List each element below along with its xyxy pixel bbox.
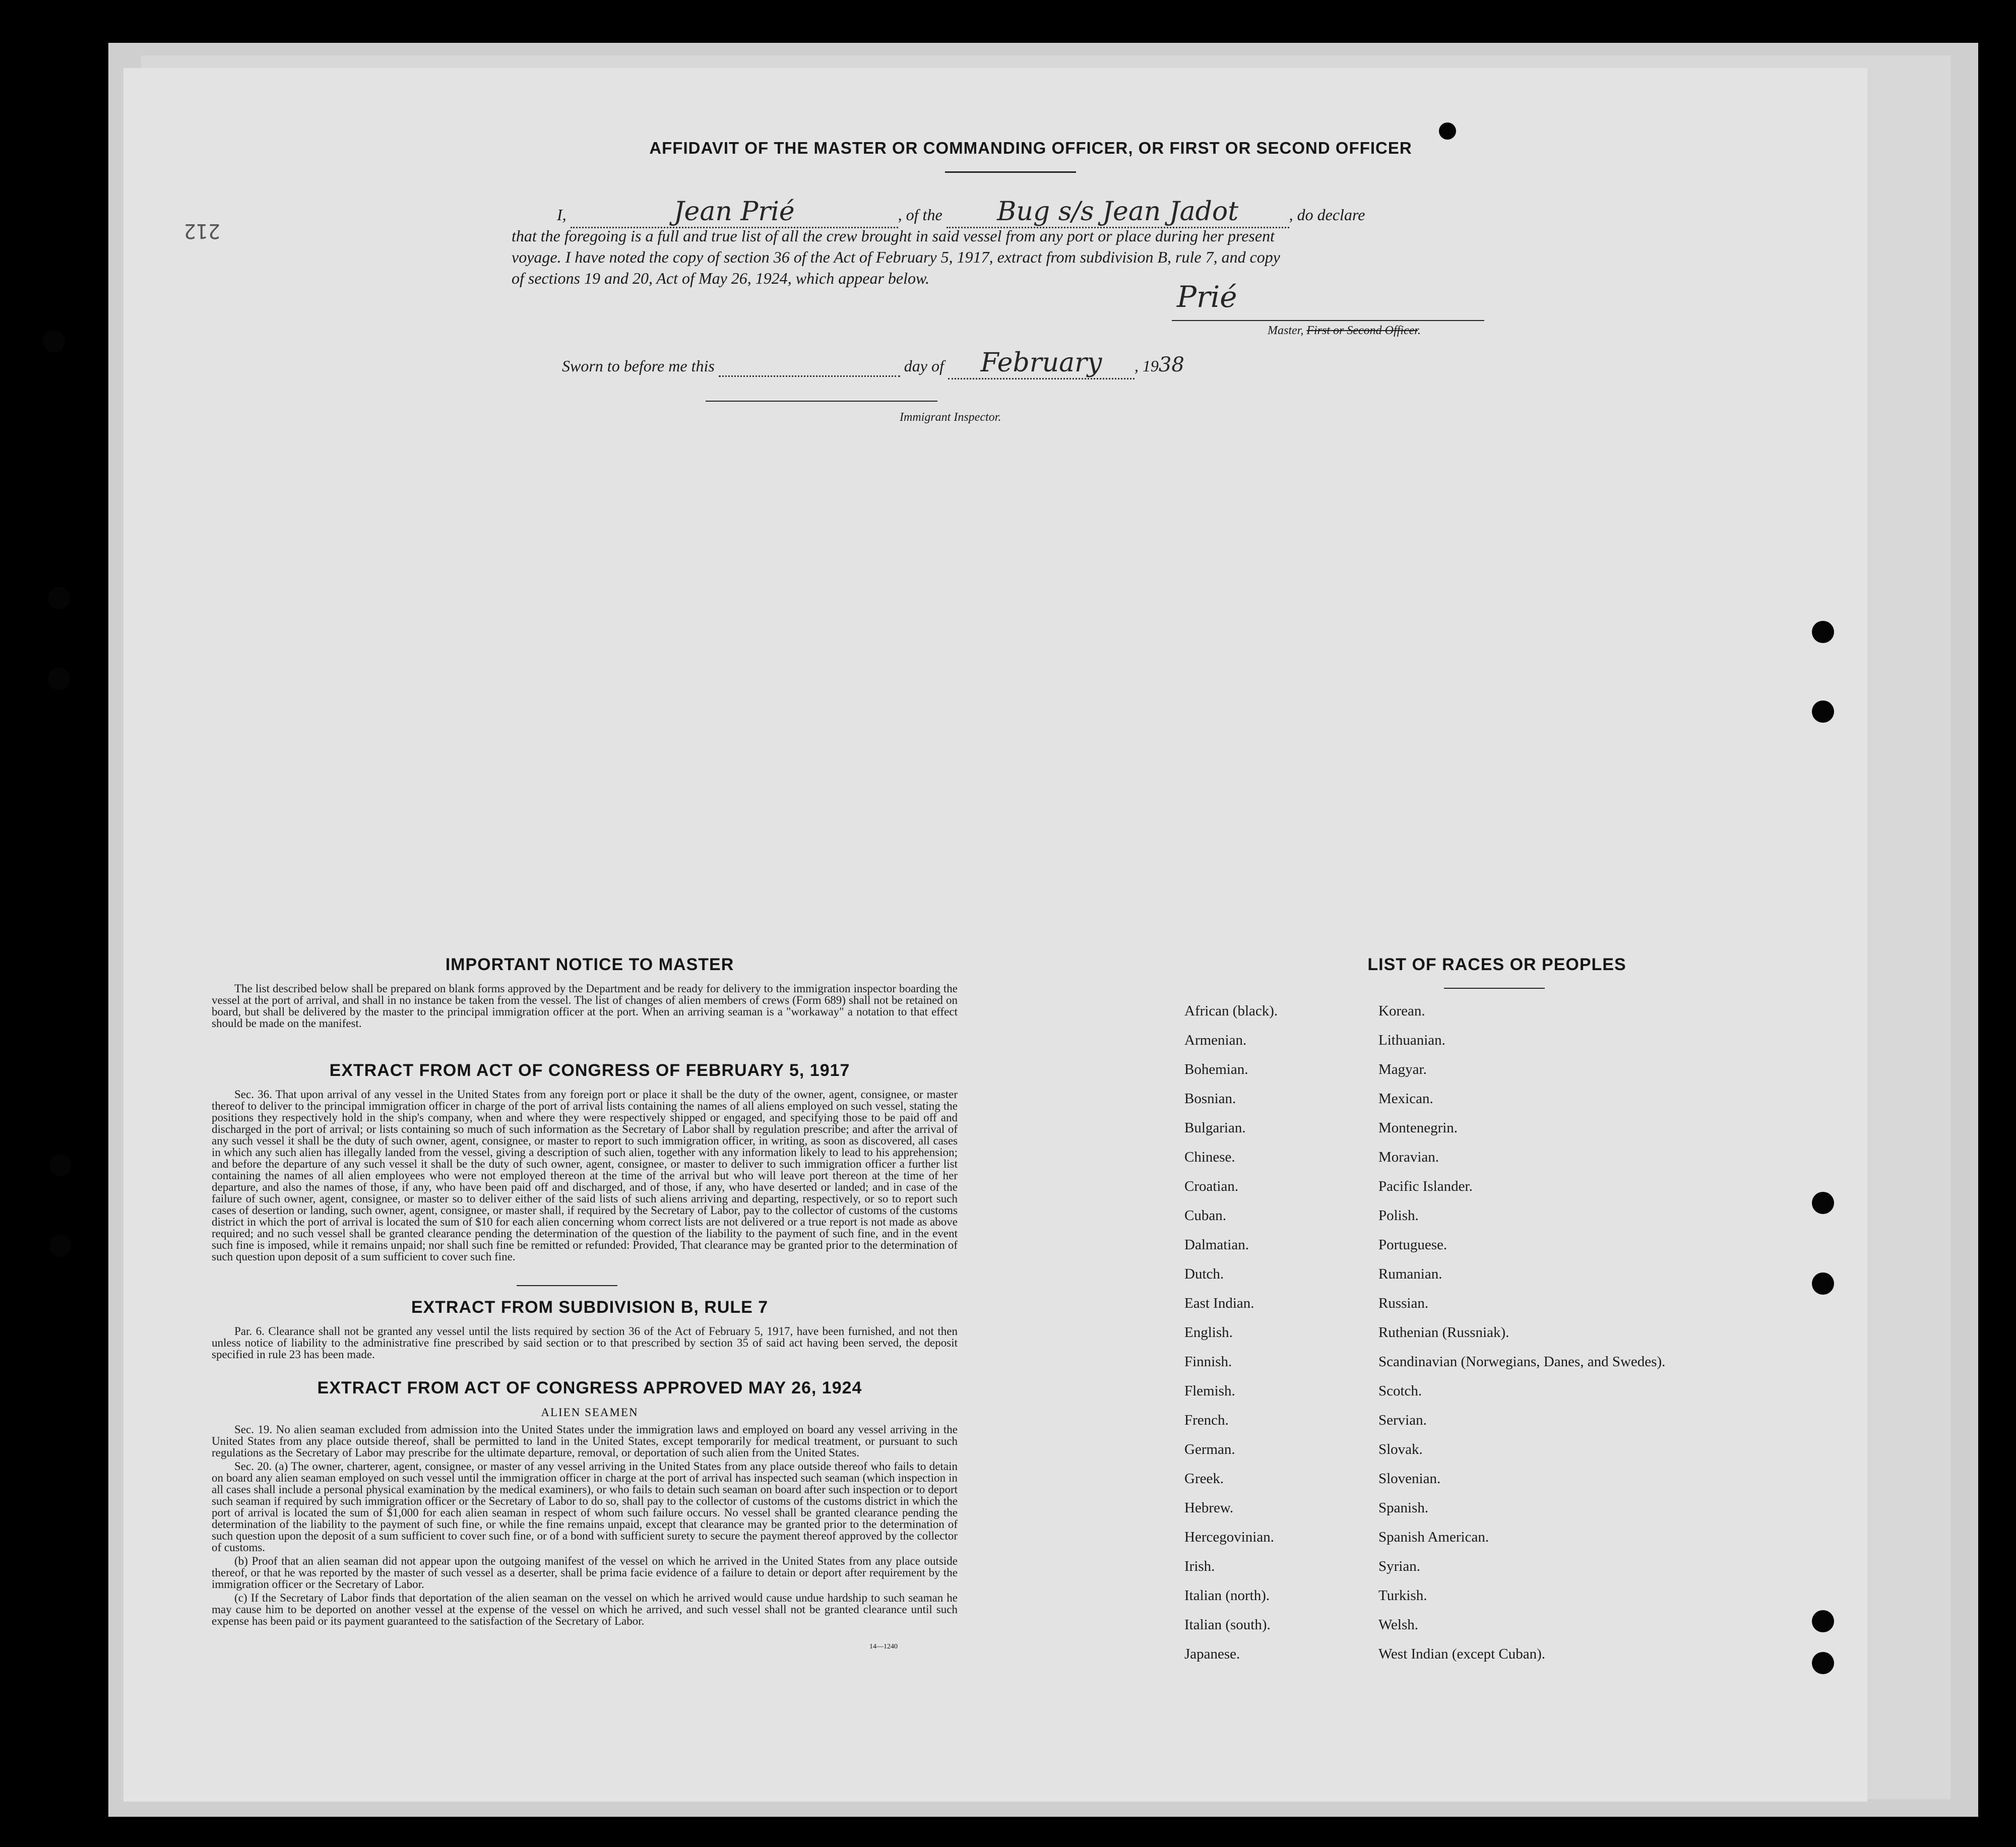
notice-paragraph: The list described below shall be prepared on blank forms approved by the Department and be ready for delivery to the immigration inspector boarding the vessel at the port of arrival, and shall in no instance be taken from the vessel. The list of changes of alien members of crews (Form 689) shall not be retained on board, but shall be delivered by the master to the principal immigration officer at the port. When an arriving seaman is a "workaway" a notation to that effect should be made on the manifest.	[212, 982, 958, 1030]
rule7-body	[212, 1325, 958, 1362]
rule7-paragraph: Par. 6. Clearance shall not be granted any vessel until the lists required by section 36 of the Act of February 5, 1917, have been furnished, and not then unless notice of liability to the administrative fine prescribed by said section or to that prescribed by section 35 of said act having been served, the deposit specified in rule 23 has been made.	[212, 1325, 958, 1361]
left-race-item: Dutch.	[1184, 1266, 1224, 1282]
right-race-item: Servian.	[1378, 1412, 1427, 1428]
left-race-item: Armenian.	[1184, 1032, 1247, 1048]
left-race-item: Hercegovinian.	[1184, 1529, 1274, 1545]
right-race-item: Russian.	[1378, 1295, 1429, 1311]
sworn-year: 38	[1158, 353, 1184, 376]
signer-title-master: Master,	[1268, 324, 1304, 337]
year-prefix: , 19	[1134, 357, 1159, 375]
left-race-item: French.	[1184, 1412, 1229, 1428]
races-title: LIST OF RACES OR PEOPLES	[1367, 955, 1626, 974]
races-left-column	[1184, 1003, 1278, 1675]
left-race-item: Dalmatian.	[1184, 1237, 1249, 1253]
right-race-item: West Indian (except Cuban).	[1378, 1646, 1546, 1662]
right-race-item: Rumanian.	[1378, 1266, 1442, 1282]
signature-line	[1172, 320, 1484, 321]
punch-hole	[49, 1154, 72, 1176]
punch-hole	[48, 587, 70, 609]
punch-hole	[43, 330, 65, 352]
left-race-item: Chinese.	[1184, 1149, 1235, 1165]
section-20c-text: (c) If the Secretary of Labor finds that deportation of the alien seaman on the vessel on which he arrived would cause undue hardship to such seaman he may cause him to be deported on another vessel at the expense of the vessel on which he arrived, and such vessel shall not be granted clearance until such expense has been paid or its payment guaranteed to the satisfaction of the Secretary of Labor.	[212, 1591, 958, 1627]
right-race-item: Welsh.	[1378, 1617, 1419, 1633]
notice-title: IMPORTANT NOTICE TO MASTER	[445, 955, 734, 974]
form-number: 14—1240	[869, 1643, 898, 1650]
form-page	[123, 68, 1867, 1802]
left-race-item: Irish.	[1184, 1558, 1215, 1574]
right-race-item: Portuguese.	[1378, 1237, 1447, 1253]
left-race-item: Italian (north).	[1184, 1587, 1270, 1604]
left-race-item: African (black).	[1184, 1003, 1278, 1019]
races-title-underline	[1444, 988, 1545, 989]
right-race-item: Pacific Islander.	[1378, 1178, 1473, 1194]
page-number: 212	[184, 219, 221, 242]
right-race-item: Polish.	[1378, 1207, 1419, 1224]
left-race-item: Finnish.	[1184, 1354, 1232, 1370]
notice-body	[212, 983, 958, 1031]
left-race-item: Italian (south).	[1184, 1617, 1271, 1633]
section-36-text: Sec. 36. That upon arrival of any vessel in the United States from any foreign port or place it shall be the duty of the owner, agent, consignee, or master thereof to deliver to the principal immigration officer in charge of the port of arrival lists containing the names of all aliens employed on such vessel, stating the positions they respectively hold in the ship's company, when and where they were respectively shipped or engaged, and specifying those to be paid off and discharged in the port of arrival; or lists containing so much of such information as the Secretary of Labor shall by regulation prescribe; and after the arrival of any such vessel it shall be the duty of such owner, agent, consignee, or master to report to such immigration officer, in writing, as soon as discovered, all cases in which any such alien has illegally landed from the vessel, giving a description of such alien, together with any information likely to lead to his apprehension; and before the departure of any such vessel it shall be the duty of such owner, agent, consignee, or master to deliver to such immigration officer a further list containing the names of all alien employees who were not employed thereon at the time of the arrival but who will leave port thereon at the time of her departure, and also the names of those, if any, who have been paid off and discharged, and of those, if any, who have deserted or landed; and in case of the failure of such owner, agent, consignee, or master so to deliver either of the said lists of such aliens arriving and departing, respectively, or so to report such cases of desertion or landing, such owner, agent, consignee, or master shall, if required by the Secretary of Labor, pay to the collector of customs of the customs district in which the port of arrival is located the sum of $10 for each alien concerning whom correct lists are not delivered or a true report is not made as above required; and no such vessel shall be granted clearance pending the determination of the question of the liability to the payment of such fine, and in the event such fine is imposed, while it remains unpaid; nor shall such fine be remitted or refunded: Provided, That clearance may be granted prior to the determination of such question upon deposit of a sum sufficient to cover such fine.	[212, 1088, 958, 1263]
day-of-text: day of	[904, 357, 944, 375]
right-race-item: Magyar.	[1378, 1061, 1427, 1077]
extract-1924-body	[212, 1424, 958, 1629]
left-race-item: Hebrew.	[1184, 1500, 1234, 1516]
do-declare-text: , do declare	[1289, 206, 1365, 224]
declaration-line-2: that the foregoing is a full and true list of all the crew brought in said vessel from any port or place during her present	[512, 227, 1275, 245]
punch-hole	[49, 1235, 72, 1257]
left-race-item: Greek.	[1184, 1471, 1224, 1487]
declaration-line-1	[557, 197, 1365, 228]
section-20b-text: (b) Proof that an alien seaman did not appear upon the outgoing manifest of the vessel on which he arrived in the United States from any place outside thereof, or that he was reported by the master of such vessel as a deserter, shall be prima facie evidence of a failure to detain or deport after requirement by the immigration officer or the Secretary of Labor.	[212, 1555, 958, 1590]
right-race-item: Ruthenian (Russniak).	[1378, 1324, 1509, 1341]
section-20a-text: Sec. 20. (a) The owner, charterer, agent, consignee, or master of any vessel arriving in the United States from any place outside thereof who fails to detain on board any alien seaman employed on such vessel until the immigration officer in charge at the port of arrival has inspected such seaman (which inspection in all cases shall include a personal physical examination by the medical examiners), or who fails to detain such seaman on board after such inspection or to deport such seaman if required by such immigration officer or the Secretary of Labor to do so, shall pay to the collector of customs of the customs district in which the port of arrival is located the sum of $1,000 for each alien seaman in respect of whom such failure occurs. No vessel shall be granted clearance pending the determination of the liability to the payment of such fine, or while the fine remains unpaid, except that clearance may be granted prior to the determination of such question upon the deposit of a sum sufficient to cover such fine, or of a bond with sufficient surety to secure the payment thereof approved by the collector of customs.	[212, 1460, 958, 1554]
inspector-signature-line	[706, 401, 937, 402]
inspector-label: Immigrant Inspector.	[900, 411, 1001, 424]
right-race-item: Lithuanian.	[1378, 1032, 1445, 1048]
officer-name-field	[571, 197, 898, 228]
left-race-item: English.	[1184, 1324, 1233, 1341]
punch-hole	[1812, 1272, 1834, 1295]
sworn-month: February	[980, 348, 1102, 378]
rule7-title: EXTRACT FROM SUBDIVISION B, RULE 7	[411, 1298, 769, 1317]
right-race-item: Korean.	[1378, 1003, 1425, 1019]
punch-hole	[48, 668, 70, 690]
master-signature: Prié	[1177, 280, 1237, 314]
declaration-line-4: of sections 19 and 20, Act of May 26, 1924, which appear below.	[512, 269, 929, 287]
right-race-item: Syrian.	[1378, 1558, 1420, 1574]
sworn-prefix: Sworn to before me this	[562, 357, 715, 375]
left-race-item: Cuban.	[1184, 1207, 1226, 1224]
right-race-item: Spanish.	[1378, 1500, 1429, 1516]
month-field	[948, 348, 1135, 379]
punch-hole	[1812, 1610, 1834, 1632]
right-race-item: Mexican.	[1378, 1091, 1433, 1107]
punch-hole	[1812, 700, 1834, 723]
right-race-item: Scotch.	[1378, 1383, 1422, 1399]
left-race-item: Bohemian.	[1184, 1061, 1248, 1077]
right-race-item: Turkish.	[1378, 1587, 1427, 1604]
races-right-column	[1378, 1003, 1665, 1675]
extract-1917-title: EXTRACT FROM ACT OF CONGRESS OF FEBRUARY 5, 1917	[329, 1061, 850, 1080]
signer-title-struck: First or Second Officer	[1306, 324, 1418, 337]
right-race-item: Moravian.	[1378, 1149, 1439, 1165]
title-underline	[945, 171, 1076, 173]
vessel-name: Bug s/s Jean Jadot	[997, 197, 1239, 227]
punch-hole	[1812, 621, 1834, 643]
right-race-item: Montenegrin.	[1378, 1120, 1458, 1136]
alien-seamen-subtitle: ALIEN SEAMEN	[541, 1406, 639, 1419]
affidavit-title: AFFIDAVIT OF THE MASTER OR COMMANDING OFFICER, OR FIRST OR SECOND OFFICER	[649, 139, 1412, 157]
declaration-line-3: voyage. I have noted the copy of section 36 of the Act of February 5, 1917, extract from subdivision B, rule 7, and copy	[512, 248, 1280, 266]
right-race-item: Spanish American.	[1378, 1529, 1489, 1545]
punch-hole	[1812, 1192, 1834, 1214]
of-the-text: , of the	[898, 206, 942, 224]
officer-name: Jean Prié	[673, 197, 795, 227]
left-race-item: Japanese.	[1184, 1646, 1240, 1662]
signer-title: Master, First or Second Officer.	[1268, 324, 1421, 337]
divider-1	[517, 1285, 617, 1286]
left-race-item: Bosnian.	[1184, 1091, 1236, 1107]
left-race-item: East Indian.	[1184, 1295, 1254, 1311]
sworn-line	[562, 348, 1184, 379]
extract-1924-title: EXTRACT FROM ACT OF CONGRESS APPROVED MAY 26, 1924	[317, 1378, 862, 1397]
right-race-item: Slovak.	[1378, 1441, 1423, 1457]
punch-hole	[1439, 122, 1456, 140]
sworn-day-field	[719, 357, 900, 377]
vessel-name-field	[947, 197, 1289, 228]
left-race-item: Bulgarian.	[1184, 1120, 1246, 1136]
left-race-item: Croatian.	[1184, 1178, 1239, 1194]
extract-1917-body	[212, 1089, 958, 1264]
left-race-item: Flemish.	[1184, 1383, 1235, 1399]
left-race-item: German.	[1184, 1441, 1235, 1457]
right-race-item: Slovenian.	[1378, 1471, 1441, 1487]
right-race-item: Scandinavian (Norwegians, Danes, and Swedes).	[1378, 1354, 1666, 1370]
punch-hole	[1812, 1652, 1834, 1674]
decl-prefix: I,	[557, 206, 566, 224]
section-19-text: Sec. 19. No alien seaman excluded from admission into the United States under the immigration laws and employed on board any vessel arriving in the United States from any place outside thereof, shall be permitted to land in the United States, except temporarily for medical treatment, or pursuant to such regulations as the Secretary of Labor may prescribe for the ultimate departure, removal, or deportation of such alien from the United States.	[212, 1423, 958, 1459]
